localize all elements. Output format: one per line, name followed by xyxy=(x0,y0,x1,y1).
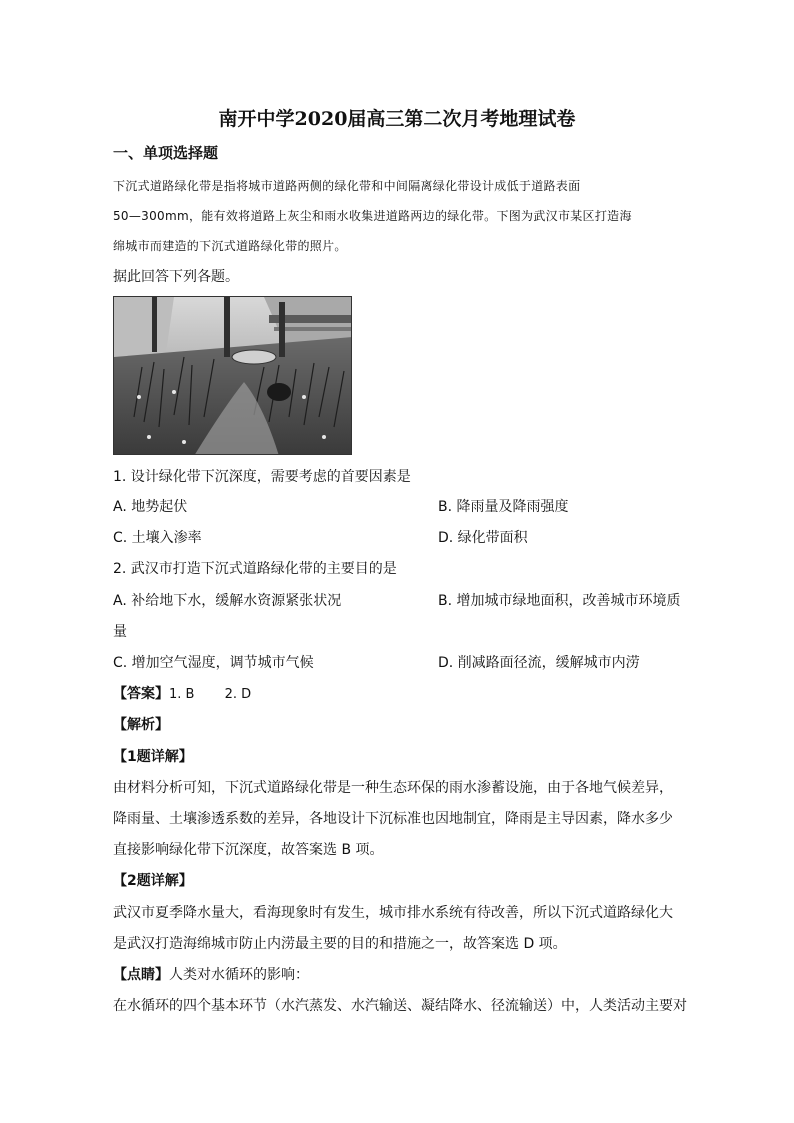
question-2-option-b-continued: 量 xyxy=(113,624,127,640)
material-prompt: 据此回答下列各题。 xyxy=(113,269,239,285)
sunken-greenbelt-photo xyxy=(113,296,352,455)
answer-label: 【答案】 xyxy=(113,686,169,702)
detail-1-line-2: 降雨量、土壤渗透系数的差异，各地设计下沉标准也因地制宜，降雨是主导因素，降水多少 xyxy=(113,811,673,827)
detail-1-line-3: 直接影响绿化带下沉深度，故答案选 B 项。 xyxy=(113,842,384,858)
tip-label: 【点睛】 xyxy=(113,967,169,983)
section-heading: 一、单项选择题 xyxy=(113,144,219,162)
detail-2-line-2: 是武汉打造海绵城市防止内涝最主要的目的和措施之一，故答案选 D 项。 xyxy=(113,936,567,952)
analysis-label: 【解析】 xyxy=(113,717,169,733)
question-2-stem: 2. 武汉市打造下沉式道路绿化带的主要目的是 xyxy=(113,561,397,577)
question-1-option-c: C. 土壤入渗率 xyxy=(113,530,202,546)
tip-row xyxy=(113,968,309,982)
detail-2-heading: 【2题详解】 xyxy=(113,873,193,889)
question-2-option-b: B. 增加城市绿地面积，改善城市环境质 xyxy=(438,593,681,609)
tip-line-2: 在水循环的四个基本环节（水汽蒸发、水汽输送、凝结降水、径流输送）中，人类活动主要对 xyxy=(113,998,687,1014)
detail-2-line-1: 武汉市夏季降水量大，看海现象时有发生，城市排水系统有待改善，所以下沉式道路绿化大 xyxy=(113,905,673,921)
detail-1-heading: 【1题详解】 xyxy=(113,749,193,765)
material-line-3: 绵城市而建造的下沉式道路绿化带的照片。 xyxy=(113,239,347,253)
question-1-stem: 1. 设计绿化带下沉深度，需要考虑的首要因素是 xyxy=(113,469,411,485)
answer-value: 1. B 2. D xyxy=(169,687,252,702)
page-title: 南开中学2020届高三第二次月考地理试卷 xyxy=(218,108,576,130)
answer-row xyxy=(113,687,251,701)
material-line-1: 下沉式道路绿化带是指将城市道路两侧的绿化带和中间隔离绿化带设计成低于道路表面 xyxy=(113,179,581,193)
question-2-option-a: A. 补给地下水，缓解水资源紧张状况 xyxy=(113,593,342,609)
question-2-option-c: C. 增加空气湿度，调节城市气候 xyxy=(113,655,314,671)
question-1-option-b: B. 降雨量及降雨强度 xyxy=(438,499,569,515)
question-2-option-d: D. 削减路面径流，缓解城市内涝 xyxy=(438,655,640,671)
detail-1-line-1: 由材料分析可知，下沉式道路绿化带是一种生态环保的雨水渗蓄设施，由于各地气候差异， xyxy=(113,780,673,796)
question-1-option-d: D. 绿化带面积 xyxy=(438,530,528,546)
tip-text: 人类对水循环的影响： xyxy=(169,967,309,983)
material-line-2: 50—300mm，能有效将道路上灰尘和雨水收集进道路两边的绿化带。下图为武汉市某区打造海 xyxy=(113,209,632,223)
question-1-option-a: A. 地势起伏 xyxy=(113,499,188,515)
